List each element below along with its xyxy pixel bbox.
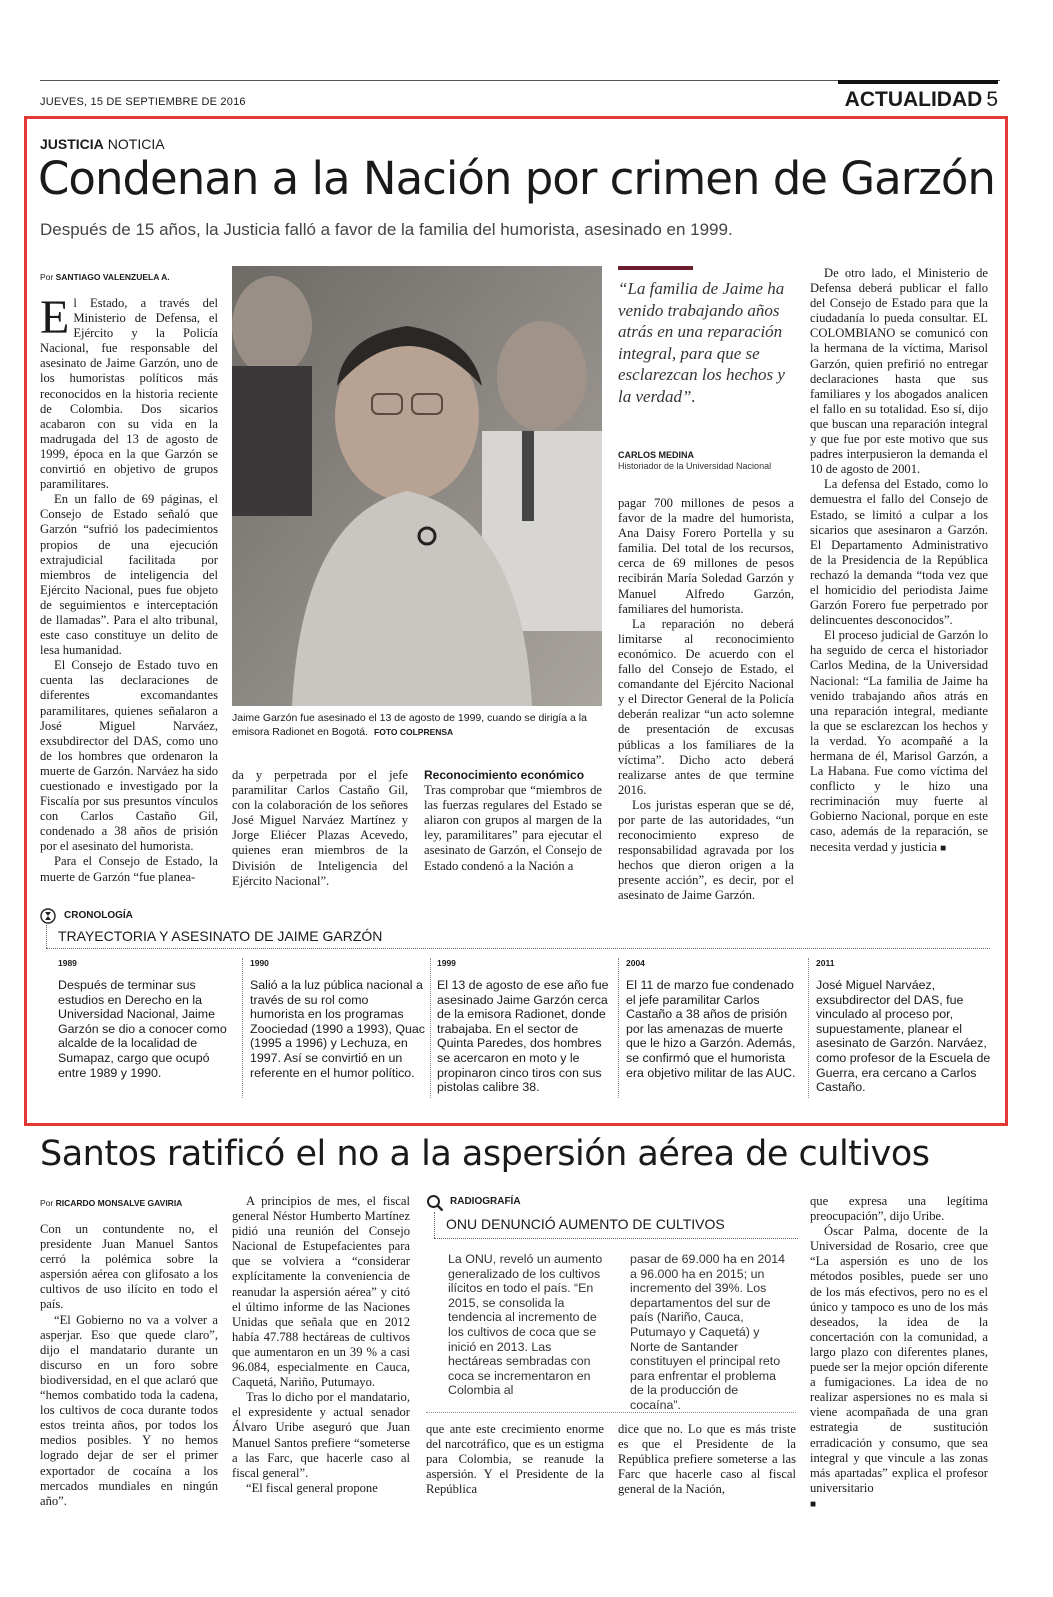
timeline-separator	[808, 958, 809, 1098]
paragraph: pagar 700 millones de pesos a favor de la madre del humorista, Ana Daisy Forero Portella y su familia. Del total de los recursos, cerca de 69 millones de pesos recibirán María Soledad Garzón y Manuel Alfredo Garzón, familiares del humorista.	[618, 496, 794, 616]
paragraph: que expresa una legítima preocupación”, dijo Uribe.	[810, 1194, 988, 1224]
byline	[40, 1198, 182, 1208]
paragraph: La defensa del Estado, como lo demuestra el fallo del Consejo de Estado, se limitó a culpar a los sicarios que asesinaron a Garzón. El Departamento Administrativo de la Presidencia de la República rechazó la demanda “toda vez que el homicidio del periodista Jaime Garzón Forero fue perpetrado por delincuentes desconocidos”.	[810, 477, 988, 628]
article-column-2	[232, 768, 408, 889]
byline	[40, 272, 170, 282]
paragraph: Tras lo dicho por el mandatario, el expresidente y actual senador Álvaro Uribe aseguró que Juan Manuel Santos prefiere “someterse a las Farc, que hacerle caso al fiscal general”.	[232, 1390, 410, 1480]
magnifier-icon	[426, 1194, 444, 1216]
paragraph: que ante este crecimiento enorme del narcotráfico, que es un estigma para Colombia, se reanude la aspersión. Y el Presidente de la República	[426, 1422, 604, 1497]
timeline-entry	[816, 958, 992, 1095]
quote-author: CARLOS MEDINA	[618, 450, 694, 460]
byline-prefix: Por	[40, 272, 54, 282]
paragraph: De otro lado, el Ministerio de Defensa deberá publicar el fallo del Consejo de Estado para que la ciudadanía lo pueda consultar. EL COLOMBIANO se comunicó con la hermana de la víctima, Marisol Garzón, quien prefirió no entregar declaraciones hasta que sus familiares y los abogados analicen el fallo en su totalidad. Eso sí, dijo que buscan una reparación integral y que fue por este motivo que sus padres interpusieron la demanda el 10 de agosto de 2001.	[810, 266, 988, 477]
subheading: Reconocimiento económico	[424, 768, 585, 782]
timeline-entry	[250, 958, 426, 1080]
paragraph: La reparación no deberá limitarse al reconocimiento económico. De acuerdo con el fallo del Consejo de Estado, el comandante del Ejército Nacional y el Director General de la Policía deberán realizar “un acto solemne de presentación de excusas públicas a los familiares de la víctima”. Dicho acto deberá realizarse antes de que termine 2016.	[618, 616, 794, 797]
timeline-separator	[242, 958, 243, 1098]
article-column-5	[810, 1194, 988, 1512]
article-headline: Condenan a la Nación por crimen de Garzón	[38, 152, 995, 205]
paragraph: El proceso judicial de Garzón lo ha seguido de cerca el historiador Carlos Medina, de la Universidad Nacional: “La familia de Jaime ha venido trabajando años atrás en una reparación integral, mediante la que se esclarezcan los hechos y la verdad. Yo acompañé a la hermana de él, Marisol Garzón, a La Habana. Fue como víctima del conflicto y le hizo una recriminación muy fuerte al Gobierno Nacional, porque en este caso, además de la reparación, se necesita verdad y justicia ■	[810, 628, 988, 854]
paragraph: A principios de mes, el fiscal general Néstor Humberto Martínez pidió una reunión del Consejo Nacional de Estupefacientes para que se volviera a “considerar explícitamente la conveniencia de reanudar la aspersión aérea” y citó el último informe de las Naciones Unidas que señala que en 2012 había 47.788 hectáreas de cultivos que aumentaron en un 39 % a casi 96.084, especialmente en Cauca, Caquetá, Nariño, Putumayo.	[232, 1194, 410, 1390]
article-column-2	[232, 1194, 410, 1496]
timeline-year: 2004	[626, 958, 645, 968]
chronology-divider	[46, 948, 990, 949]
paragraph: Para el Consejo de Estado, la muerte de Garzón “fue planea-	[40, 854, 218, 884]
timeline-entry	[437, 958, 613, 1095]
end-line	[810, 1496, 988, 1512]
article-column-3	[424, 768, 602, 874]
paragraph: “El fiscal general propone	[246, 1480, 378, 1495]
paragraph: Tras comprobar que “miembros de las fuerzas regulares del Estado se aliaron con grupos al margen de la ley, paramilitares” para ejecutar el asesinato de Garzón, el Consejo de Estado condenó a la Nación a	[424, 783, 602, 873]
article-deck: Después de 15 años, la Justicia falló a favor de la familia del humorista, asesinado en 1999.	[40, 220, 733, 239]
paragraph: “El Gobierno no va a volver a asperjar. Eso que quede claro”, dijo el mandatario durante un discurso en un foro sobre biodiversidad, en el que aclaró que “hemos combatido toda la cadena, los cultivos de coca durante todos estos treinta años, por todos los medios posibles. Y no hemos logrado dejar de ser el primer exportador de cocaína a los mercados mundiales en ningún año”.	[40, 1312, 218, 1508]
timeline-text: El 11 de marzo fue condenado el jefe paramilitar Carlos Castaño a 38 años de prisión por las amenazas de muerte que le hizo a Garzón. Además, se confirmó que el humorista era objetivo militar de las AUC.	[626, 978, 796, 1080]
section-header	[845, 88, 998, 112]
kicker-type: NOTICIA	[107, 136, 165, 152]
article-column-4	[618, 1422, 796, 1497]
paragraph: dice que no. Lo que es más triste es que el Presidente de la República prefiere someterse a las Farc que hacerle caso al fiscal general de la Nación,	[618, 1422, 796, 1497]
paragraph: da y perpetrada por el jefe paramilitar Carlos Castaño Gil, con la colaboración de los señores José Miguel Narváez Martínez y Jorge Eliécer Plazas Acevedo, quienes eran miembros de la División de Inteligencia del Ejército Nacional”.	[232, 768, 408, 888]
kicker-section: JUSTICIA	[40, 136, 104, 152]
photo-jaime-garzon	[232, 266, 602, 706]
byline-author: RICARDO MONSALVE GAVIRIA	[55, 1198, 183, 1208]
article-column-3	[426, 1422, 604, 1497]
factbox-bottom-rule	[426, 1412, 796, 1413]
byline-author: SANTIAGO VALENZUELA A.	[55, 272, 170, 282]
issue-date: JUEVES, 15 DE SEPTIEMBRE DE 2016	[40, 96, 246, 108]
byline-prefix: Por	[40, 1198, 54, 1208]
timeline-text: José Miguel Narváez, exsubdirector del DAS, fue vinculado al proceso por, supuestamente, planear el asesinato de Garzón. Narváez, como profesor de la Escuela de Guerra, era cercano a Carlos Castaño.	[816, 978, 991, 1095]
article-column-1	[40, 1222, 218, 1509]
article-column-4	[618, 496, 794, 904]
quote-role: Historiador de la Universidad Nacional	[618, 461, 772, 471]
timeline-year: 1990	[250, 958, 269, 968]
chronology-title: TRAYECTORIA Y ASESINATO DE JAIME GARZÓN	[58, 928, 383, 944]
timeline-year: 1999	[437, 958, 456, 968]
timeline-separator	[430, 958, 431, 1098]
photo-caption	[232, 712, 602, 739]
factbox-label: RADIOGRAFÍA	[450, 1196, 521, 1207]
article-kicker	[40, 136, 165, 152]
timeline-entry	[626, 958, 802, 1080]
end-mark: ■	[940, 842, 947, 854]
timeline-text: Después de terminar sus estudios en Derecho en la Universidad Nacional, Jaime Garzón se dio a conocer como alcalde de la localidad de Sumapaz, cargo que ocupó entre 1989 y 1990.	[58, 978, 227, 1080]
caption-text: Jaime Garzón fue asesinado el 13 de agosto de 1999, cuando se dirigía a la emisora Radionet en Bogotá.	[232, 712, 587, 738]
factbox-title: ONU DENUNCIÓ AUMENTO DE CULTIVOS	[446, 1216, 725, 1232]
section-bar	[838, 80, 998, 84]
timeline-year: 2011	[816, 958, 835, 968]
article-column-5	[810, 266, 988, 856]
timeline-text: El 13 de agosto de ese año fue asesinado Jaime Garzón cerca de la emisora Radionet, donde trabajaba. En el sector de Quinta Paredes, dos hombres se acercaron en moto y le propinaron cinco tiros con sus pistolas calibre 38.	[437, 978, 609, 1095]
factbox-divider	[434, 1238, 798, 1239]
factbox-column-1: La ONU, reveló un aumento generalizado de los cultivos ilícitos en todo el país. “En 2015, se consolida la tendencia al incremento de los cultivos de coca que se inició en 2013. Las hectáreas sembradas con coca se incrementaron en Colombia al	[448, 1252, 603, 1398]
timeline-entry	[58, 958, 234, 1080]
paragraph: El Estado, a través del Ministerio de Defensa, el Ejército y la Policía Nacional, fue responsable del asesinato de Jaime Garzón, uno de los humoristas políticos más reconocidos en la historia reciente de Colombia. Dos sicarios acabaron con su vida en la madrugada del 13 de agosto de 1999, época en la que Garzón se convirtió en objetivo de grupos paramilitares.	[40, 291, 218, 492]
paragraph: Los juristas esperan que se dé, por parte de las autoridades, “un reconocimiento expreso de responsabilidad agravada por los hechos que dieron origen a la presente acción”, es decir, por el asesinato de Jaime Garzón.	[618, 797, 794, 903]
paragraph: Óscar Palma, docente de la Universidad de Rosario, cree que “La aspersión es uno de los métodos posibles, puede ser uno de los más efectivos, pero no es el único y tampoco es uno de los más deseados, la idea de la concertación con la comunidad, a largo plazo con diferentes planes, puede ser la mejor opción diferente a fumigaciones. La idea de no realizar aspersiones no es mala si viene acompañada de una gran estrategia de sustitución erradicación y consumo, que sea integral y que vincule a las zonas más apartadas” explica el profesor universitario	[810, 1224, 988, 1495]
paragraph: El Consejo de Estado tuvo en cuenta las declaraciones de diferentes excomandantes paramilitares, quienes señalaron a José Miguel Narváez, exsubdirector del DAS, como uno de los hombres que ordenaron la muerte de Garzón. Narváez ha sido cuestionado e investigado por la Fiscalía por sus presuntos vínculos con Carlos Castaño Gil, condenado a 38 años de prisión por el asesinato del humorista.	[40, 658, 218, 854]
chronology-rule	[46, 922, 48, 948]
timeline-separator	[618, 958, 619, 1098]
article-headline: Santos ratificó el no a la aspersión aérea de cultivos	[40, 1134, 930, 1174]
page-number: 5	[986, 88, 998, 111]
end-mark: ■	[810, 1498, 817, 1510]
paragraph: En un fallo de 69 páginas, el Consejo de Estado señaló que Garzón “sufrió los padecimientos propios de una ejecución extrajudicial facilitada por miembros de inteligencia del Ejército Nacional, pues fue objeto de seguimientos e interceptación de llamadas”. Para el alto tribunal, este caso constituye un delito de lesa humanidad.	[40, 492, 218, 658]
quote-accent-bar	[618, 266, 693, 270]
paragraph: Con un contundente no, el presidente Juan Manuel Santos cerró la polémica sobre la aspersión aérea con glifosato a los cultivos de uso ilícito en todo el país.	[40, 1222, 218, 1312]
factbox-rule	[434, 1212, 435, 1238]
drop-cap: E	[40, 291, 70, 344]
section-name: ACTUALIDAD	[844, 88, 983, 111]
photo-credit: FOTO COLPRENSA	[374, 726, 454, 737]
timeline-text: Salió a la luz pública nacional a través de su rol como humorista en los programas Zoociedad (1990 a 1993), Quac (1995 a 1996) y Lechuza, en 1997. Así se convirtió en un referente en el humor político.	[250, 978, 425, 1080]
factbox-column-2: pasar de 69.000 ha en 2014 a 96.000 ha en 2015; un incremento del 39%. Los departamentos del sur de país (Nariño, Cauca, Putumayo y Caquetá) y Norte de Santander constituyen el principal reto para enfrentar el problema de la producción de cocaína”.	[630, 1252, 786, 1412]
timeline-year: 1989	[58, 958, 77, 968]
article-column-1	[40, 291, 218, 885]
hourglass-icon	[40, 908, 56, 928]
chronology-label: CRONOLOGÍA	[64, 910, 133, 921]
pull-quote: “La familia de Jaime ha venido trabajando años atrás en una reparación integral, para que se esclarezcan los hechos y la verdad”.	[618, 279, 785, 406]
